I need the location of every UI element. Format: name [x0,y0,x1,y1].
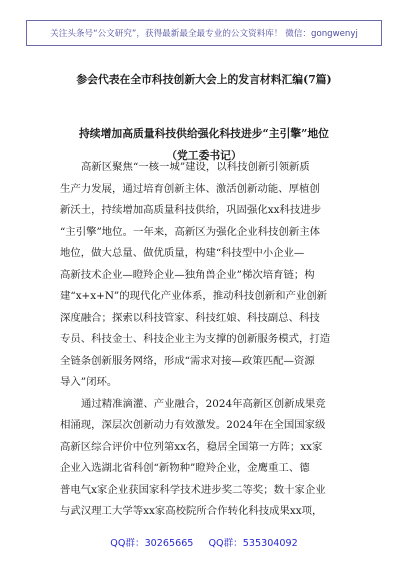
paragraph-line: 导入”闭环。 [60,376,118,388]
paragraph-line: 高新技术企业—瞪羚企业—独角兽企业”梯次培育链；构 [60,268,315,281]
document-title: 参会代表在全市科技创新大会上的发言材料汇编(7篇) [76,73,332,86]
section-subtitle: （党工委书记） [166,149,242,162]
paragraph-line: 普电气x家企业获国家科学技术进步奖二等奖；数十家企业 [60,483,326,496]
paragraph-line: 专员、科技金士、科技企业主为支撑的创新服务模式，打造 [60,333,331,345]
paragraph-line: 高新区聚焦“一核一城”建设，以科技创新引领新质 [81,161,310,173]
paragraph-line: 生产力发展，通过培育创新主体、激活创新动能、厚植创 [60,182,320,195]
paragraph-line: 全链条创新服务网络，形成“需求对接—政策匹配—资源 [60,354,315,367]
paragraph-line: 深度融合；探索以科技管家、科技红娘、科技副总、科技 [60,311,320,324]
paragraph-line: 高新区综合评价中位列第xx名，稳居全国第一方阵；xx家 [60,440,323,453]
paragraph-line: 通过精准滴灌、产业融合，2024年高新区创新成果竞 [81,397,326,410]
header-banner [26,20,382,46]
qq-group-2 [208,538,297,549]
paragraph-line: 地位，做大总量、做优质量，构建“科技型中小企业— [60,247,305,259]
qq-label: QQ群： [110,538,145,549]
paragraph-line: 新沃土，持续增加高质量科技供给，巩固强化xx科技进步 [60,204,322,216]
section-title: 持续增加高质量科技供给强化科技进步“主引擎”地位 [79,127,329,140]
paragraph-line: 企业入选湖北省科创“新物种”瞪羚企业，金鹰重工、德 [60,462,310,474]
qq-group-1 [110,538,193,549]
paragraph-line: “主引擎”地位。一年来，高新区为强化企业科技创新主体 [60,225,320,238]
banner-text: 关注头条号“公文研究”，获得最新最全最专业的公文资料库！ 微信：gongwenyj [50,29,358,39]
qq-number: 30265665 [144,538,194,549]
paragraph-line: 建“x+x+N”的现代化产业体系，推动科技创新和产业创新 [60,290,328,302]
qq-label: QQ群： [208,538,243,549]
qq-number: 535304092 [242,538,298,549]
paragraph-line: 相涌现，深层次创新动力有效激发。2024年在全国国家级 [60,419,326,431]
paragraph-line: 与武汉理工大学等xx家高校院所合作转化科技成果xx项， [60,505,323,517]
footer-contact [0,535,408,549]
